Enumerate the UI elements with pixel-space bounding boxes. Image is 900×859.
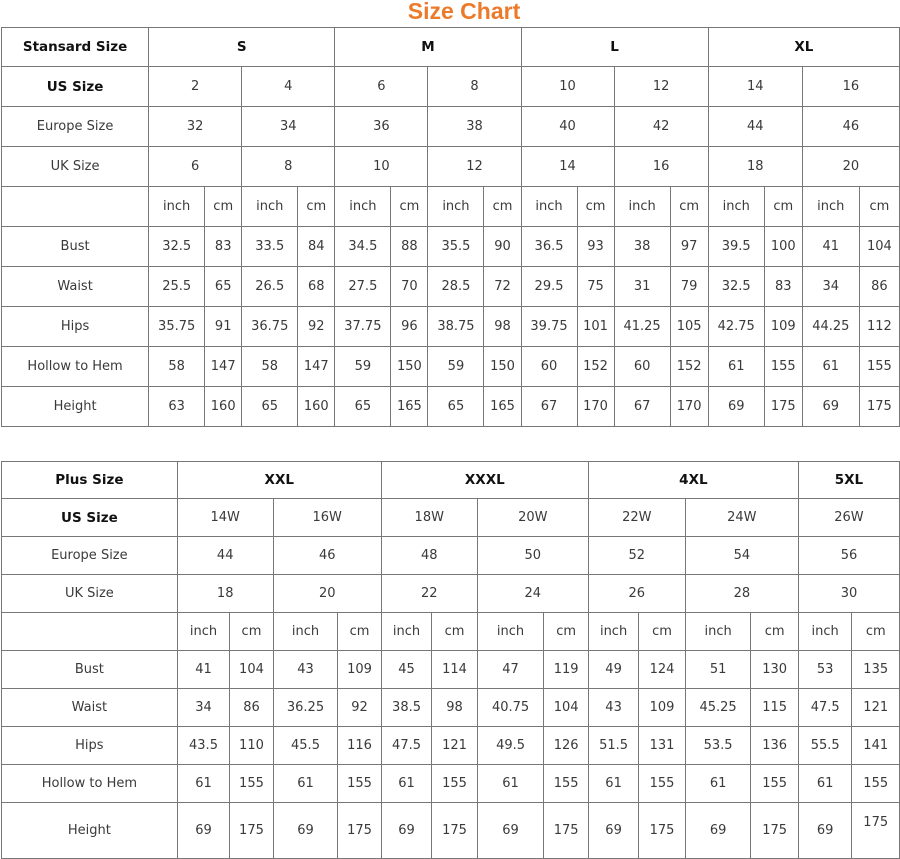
uk-size-cell: 14: [521, 147, 614, 187]
size-group-row: [2, 462, 900, 499]
measurement-row: [2, 307, 900, 347]
cm-value-cell: 150: [484, 347, 521, 387]
inch-value-cell: 65: [242, 387, 298, 427]
inch-value-cell: 69: [802, 387, 859, 427]
inch-value-cell: 49: [588, 651, 639, 689]
europe-size-row: [2, 537, 900, 575]
unit-cm: cm: [764, 187, 802, 227]
unit-inch: inch: [708, 187, 764, 227]
inch-value-cell: 32.5: [708, 267, 764, 307]
inch-value-cell: 61: [588, 765, 639, 803]
cm-value-cell: 104: [859, 227, 899, 267]
cm-value-cell: 109: [764, 307, 802, 347]
cm-value-cell: 93: [577, 227, 614, 267]
inch-value-cell: 34: [177, 689, 230, 727]
us-size-cell: 12: [614, 67, 708, 107]
uk-size-cell: 8: [242, 147, 335, 187]
inch-value-cell: 39.75: [521, 307, 577, 347]
cm-value-cell: 155: [859, 347, 899, 387]
uk-size-cell: 30: [798, 575, 899, 613]
cm-value-cell: 109: [639, 689, 685, 727]
us-size-cell: 20W: [477, 499, 588, 537]
measurement-row: [2, 347, 900, 387]
cm-value-cell: 160: [205, 387, 242, 427]
unit-inch: inch: [242, 187, 298, 227]
measurement-row: [2, 803, 900, 859]
cm-value-cell: 92: [298, 307, 335, 347]
inch-value-cell: 55.5: [798, 727, 852, 765]
cm-value-cell: 68: [298, 267, 335, 307]
size-group-xxxl: XXXL: [381, 462, 588, 499]
inch-value-cell: 60: [521, 347, 577, 387]
cm-value-cell: 98: [432, 689, 477, 727]
row-label: Waist: [2, 267, 149, 307]
cm-value-cell: 147: [298, 347, 335, 387]
unit-cm: cm: [298, 187, 335, 227]
cm-value-cell: 155: [639, 765, 685, 803]
cm-value-cell: 147: [205, 347, 242, 387]
uk-size-cell: 12: [428, 147, 521, 187]
unit-inch: inch: [614, 187, 670, 227]
cm-value-cell: 124: [639, 651, 685, 689]
uk-size-cell: 18: [708, 147, 802, 187]
inch-value-cell: 58: [242, 347, 298, 387]
unit-inch: inch: [685, 613, 751, 651]
inch-value-cell: 41: [177, 651, 230, 689]
cm-value-cell: 101: [577, 307, 614, 347]
inch-value-cell: 61: [708, 347, 764, 387]
us-size-cell: 16: [802, 67, 899, 107]
inch-value-cell: 61: [685, 765, 751, 803]
cm-value-cell: 175: [859, 387, 899, 427]
cm-value-cell: 155: [544, 765, 588, 803]
cm-value-cell: 72: [484, 267, 521, 307]
inch-value-cell: 59: [428, 347, 484, 387]
standard-size-table: [1, 27, 900, 427]
europe-size-cell: 46: [273, 537, 381, 575]
row-label: US Size: [2, 67, 149, 107]
europe-size-cell: 38: [428, 107, 521, 147]
inch-value-cell: 34.5: [335, 227, 391, 267]
inch-value-cell: 61: [802, 347, 859, 387]
row-label: Height: [2, 803, 178, 859]
inch-value-cell: 65: [335, 387, 391, 427]
cm-value-cell: 115: [751, 689, 799, 727]
cm-value-cell: 88: [391, 227, 428, 267]
cm-value-cell: 175: [338, 803, 381, 859]
size-group-5xl: 5XL: [798, 462, 899, 499]
inch-value-cell: 31: [614, 267, 670, 307]
size-group-xl: XL: [708, 28, 899, 67]
size-group-s: S: [149, 28, 335, 67]
uk-size-row: [2, 575, 900, 613]
inch-value-cell: 53: [798, 651, 852, 689]
cm-value-cell: 86: [859, 267, 899, 307]
inch-value-cell: 29.5: [521, 267, 577, 307]
inch-value-cell: 67: [521, 387, 577, 427]
cm-value-cell: 98: [484, 307, 521, 347]
unit-inch: inch: [177, 613, 230, 651]
inch-value-cell: 45.25: [685, 689, 751, 727]
inch-value-cell: 65: [428, 387, 484, 427]
row-label: UK Size: [2, 147, 149, 187]
europe-size-cell: 52: [588, 537, 685, 575]
inch-value-cell: 37.75: [335, 307, 391, 347]
row-label: Hips: [2, 307, 149, 347]
cm-value-cell: 150: [391, 347, 428, 387]
row-label: Hips: [2, 727, 178, 765]
cm-value-cell: 155: [764, 347, 802, 387]
unit-row-blank: [2, 613, 178, 651]
inch-value-cell: 53.5: [685, 727, 751, 765]
unit-inch: inch: [521, 187, 577, 227]
measurement-row: [2, 689, 900, 727]
cm-value-cell: 92: [338, 689, 381, 727]
inch-value-cell: 39.5: [708, 227, 764, 267]
uk-size-cell: 16: [614, 147, 708, 187]
cm-value-cell: 136: [751, 727, 799, 765]
inch-value-cell: 63: [149, 387, 205, 427]
europe-size-cell: 42: [614, 107, 708, 147]
row-label: Height: [2, 387, 149, 427]
cm-value-cell: 175: [544, 803, 588, 859]
europe-size-cell: 54: [685, 537, 798, 575]
inch-value-cell: 25.5: [149, 267, 205, 307]
cm-value-cell: 165: [391, 387, 428, 427]
unit-cm: cm: [852, 613, 900, 651]
cm-value-cell: 155: [338, 765, 381, 803]
inch-value-cell: 41.25: [614, 307, 670, 347]
inch-value-cell: 43: [273, 651, 338, 689]
unit-inch: inch: [802, 187, 859, 227]
header-label: Stansard Size: [2, 28, 149, 67]
inch-value-cell: 61: [477, 765, 544, 803]
cm-value-cell: 170: [577, 387, 614, 427]
unit-cm: cm: [859, 187, 899, 227]
us-size-cell: 16W: [273, 499, 381, 537]
uk-size-cell: 28: [685, 575, 798, 613]
unit-cm: cm: [484, 187, 521, 227]
unit-row: [2, 187, 900, 227]
inch-value-cell: 47.5: [381, 727, 432, 765]
size-group-4xl: 4XL: [588, 462, 798, 499]
uk-size-cell: 18: [177, 575, 273, 613]
cm-value-cell: 116: [338, 727, 381, 765]
row-label: Europe Size: [2, 107, 149, 147]
inch-value-cell: 69: [588, 803, 639, 859]
cm-value-cell: 119: [544, 651, 588, 689]
europe-size-cell: 34: [242, 107, 335, 147]
inch-value-cell: 35.75: [149, 307, 205, 347]
inch-value-cell: 38.5: [381, 689, 432, 727]
us-size-row: [2, 499, 900, 537]
cm-value-cell: 141: [852, 727, 900, 765]
inch-value-cell: 61: [273, 765, 338, 803]
uk-size-cell: 20: [273, 575, 381, 613]
cm-value-cell: 175: [639, 803, 685, 859]
unit-cm: cm: [391, 187, 428, 227]
inch-value-cell: 61: [381, 765, 432, 803]
inch-value-cell: 45: [381, 651, 432, 689]
unit-cm: cm: [432, 613, 477, 651]
inch-value-cell: 42.75: [708, 307, 764, 347]
cm-value-cell: 84: [298, 227, 335, 267]
inch-value-cell: 44.25: [802, 307, 859, 347]
cm-value-cell: 114: [432, 651, 477, 689]
europe-size-cell: 36: [335, 107, 428, 147]
row-label: Bust: [2, 227, 149, 267]
inch-value-cell: 69: [177, 803, 230, 859]
us-size-cell: 22W: [588, 499, 685, 537]
unit-inch: inch: [273, 613, 338, 651]
row-label: Waist: [2, 689, 178, 727]
cm-value-cell: 175: [751, 803, 799, 859]
europe-size-cell: 50: [477, 537, 588, 575]
unit-inch: inch: [149, 187, 205, 227]
row-label: Bust: [2, 651, 178, 689]
inch-value-cell: 26.5: [242, 267, 298, 307]
cm-value-cell: 126: [544, 727, 588, 765]
inch-value-cell: 69: [685, 803, 751, 859]
cm-value-cell: 135: [852, 651, 900, 689]
us-size-cell: 26W: [798, 499, 899, 537]
europe-size-cell: 56: [798, 537, 899, 575]
cm-value-cell: 152: [670, 347, 708, 387]
unit-cm: cm: [639, 613, 685, 651]
inch-value-cell: 69: [477, 803, 544, 859]
cm-value-cell: 109: [338, 651, 381, 689]
measurement-row: [2, 387, 900, 427]
size-group-m: M: [335, 28, 521, 67]
cm-value-cell: 105: [670, 307, 708, 347]
unit-inch: inch: [588, 613, 639, 651]
us-size-cell: 6: [335, 67, 428, 107]
unit-row-blank: [2, 187, 149, 227]
inch-value-cell: 58: [149, 347, 205, 387]
cm-value-cell: 155: [852, 765, 900, 803]
cm-value-cell: 160: [298, 387, 335, 427]
unit-cm: cm: [577, 187, 614, 227]
inch-value-cell: 36.25: [273, 689, 338, 727]
inch-value-cell: 47: [477, 651, 544, 689]
cm-value-cell: 121: [852, 689, 900, 727]
cm-value-cell: 175: [432, 803, 477, 859]
cm-value-cell: 70: [391, 267, 428, 307]
uk-size-cell: 22: [381, 575, 477, 613]
cm-value-cell: 90: [484, 227, 521, 267]
inch-value-cell: 28.5: [428, 267, 484, 307]
unit-inch: inch: [381, 613, 432, 651]
size-group-xxl: XXL: [177, 462, 381, 499]
inch-value-cell: 33.5: [242, 227, 298, 267]
europe-size-cell: 46: [802, 107, 899, 147]
us-size-cell: 2: [149, 67, 242, 107]
inch-value-cell: 51.5: [588, 727, 639, 765]
cm-value-cell: 96: [391, 307, 428, 347]
inch-value-cell: 49.5: [477, 727, 544, 765]
inch-value-cell: 43: [588, 689, 639, 727]
header-label: Plus Size: [2, 462, 178, 499]
cm-value-cell: 131: [639, 727, 685, 765]
cm-value-cell: 155: [432, 765, 477, 803]
us-size-cell: 14: [708, 67, 802, 107]
uk-size-cell: 26: [588, 575, 685, 613]
cm-value-cell: 79: [670, 267, 708, 307]
europe-size-cell: 44: [708, 107, 802, 147]
cm-value-cell: 130: [751, 651, 799, 689]
cm-value-cell: 175: [764, 387, 802, 427]
row-label: Europe Size: [2, 537, 178, 575]
measurement-rows: [2, 651, 900, 859]
measurement-row: [2, 765, 900, 803]
inch-value-cell: 40.75: [477, 689, 544, 727]
cm-value-cell: 152: [577, 347, 614, 387]
inch-value-cell: 41: [802, 227, 859, 267]
cm-value-cell: 121: [432, 727, 477, 765]
row-label: Hollow to Hem: [2, 765, 178, 803]
inch-value-cell: 27.5: [335, 267, 391, 307]
cm-value-cell: 110: [230, 727, 273, 765]
uk-size-cell: 6: [149, 147, 242, 187]
size-group-l: L: [521, 28, 708, 67]
us-size-cell: 24W: [685, 499, 798, 537]
unit-inch: inch: [477, 613, 544, 651]
cm-value-cell: 175: [230, 803, 273, 859]
uk-size-row: [2, 147, 900, 187]
unit-inch: inch: [335, 187, 391, 227]
measurement-rows: [2, 227, 900, 427]
cm-value-cell: 170: [670, 387, 708, 427]
inch-value-cell: 36.75: [242, 307, 298, 347]
row-label: UK Size: [2, 575, 178, 613]
inch-value-cell: 69: [381, 803, 432, 859]
europe-size-cell: 40: [521, 107, 614, 147]
row-label: US Size: [2, 499, 178, 537]
cm-value-cell: 155: [230, 765, 273, 803]
cm-value-cell: 165: [484, 387, 521, 427]
inch-value-cell: 38.75: [428, 307, 484, 347]
cm-value-cell: 97: [670, 227, 708, 267]
measurement-row: [2, 267, 900, 307]
unit-inch: inch: [428, 187, 484, 227]
cm-value-cell: 65: [205, 267, 242, 307]
cm-value-cell: 91: [205, 307, 242, 347]
europe-size-cell: 44: [177, 537, 273, 575]
uk-size-cell: 10: [335, 147, 428, 187]
uk-size-cell: 20: [802, 147, 899, 187]
measurement-row: [2, 651, 900, 689]
inch-value-cell: 34: [802, 267, 859, 307]
unit-cm: cm: [205, 187, 242, 227]
inch-value-cell: 60: [614, 347, 670, 387]
us-size-cell: 4: [242, 67, 335, 107]
cm-value-cell: 104: [544, 689, 588, 727]
europe-size-row: [2, 107, 900, 147]
measurement-row: [2, 727, 900, 765]
row-label: Hollow to Hem: [2, 347, 149, 387]
unit-cm: cm: [230, 613, 273, 651]
unit-cm: cm: [338, 613, 381, 651]
page-title: Size Chart: [407, 0, 521, 24]
unit-row: [2, 613, 900, 651]
cm-value-cell: 100: [764, 227, 802, 267]
europe-size-cell: 32: [149, 107, 242, 147]
cm-value-cell: 112: [859, 307, 899, 347]
cm-value-cell: 155: [751, 765, 799, 803]
cm-value-cell: 83: [764, 267, 802, 307]
us-size-cell: 10: [521, 67, 614, 107]
us-size-cell: 18W: [381, 499, 477, 537]
unit-cm: cm: [670, 187, 708, 227]
inch-value-cell: 36.5: [521, 227, 577, 267]
us-size-row: [2, 67, 900, 107]
us-size-cell: 8: [428, 67, 521, 107]
inch-value-cell: 32.5: [149, 227, 205, 267]
cm-value-cell: 75: [577, 267, 614, 307]
europe-size-cell: 48: [381, 537, 477, 575]
inch-value-cell: 67: [614, 387, 670, 427]
inch-value-cell: 51: [685, 651, 751, 689]
us-size-cell: 14W: [177, 499, 273, 537]
inch-value-cell: 38: [614, 227, 670, 267]
inch-value-cell: 69: [708, 387, 764, 427]
inch-value-cell: 43.5: [177, 727, 230, 765]
cm-value-cell: 83: [205, 227, 242, 267]
inch-value-cell: 69: [798, 803, 852, 859]
inch-value-cell: 61: [177, 765, 230, 803]
uk-size-cell: 24: [477, 575, 588, 613]
unit-cm: cm: [544, 613, 588, 651]
cm-value-cell: 104: [230, 651, 273, 689]
inch-value-cell: 69: [273, 803, 338, 859]
cm-value-cell: 175: [852, 803, 900, 859]
plus-size-table: [1, 461, 900, 859]
inch-value-cell: 59: [335, 347, 391, 387]
inch-value-cell: 61: [798, 765, 852, 803]
size-group-row: [2, 28, 900, 67]
inch-value-cell: 35.5: [428, 227, 484, 267]
inch-value-cell: 45.5: [273, 727, 338, 765]
inch-value-cell: 47.5: [798, 689, 852, 727]
unit-cm: cm: [751, 613, 799, 651]
unit-inch: inch: [798, 613, 852, 651]
cm-value-cell: 86: [230, 689, 273, 727]
measurement-row: [2, 227, 900, 267]
